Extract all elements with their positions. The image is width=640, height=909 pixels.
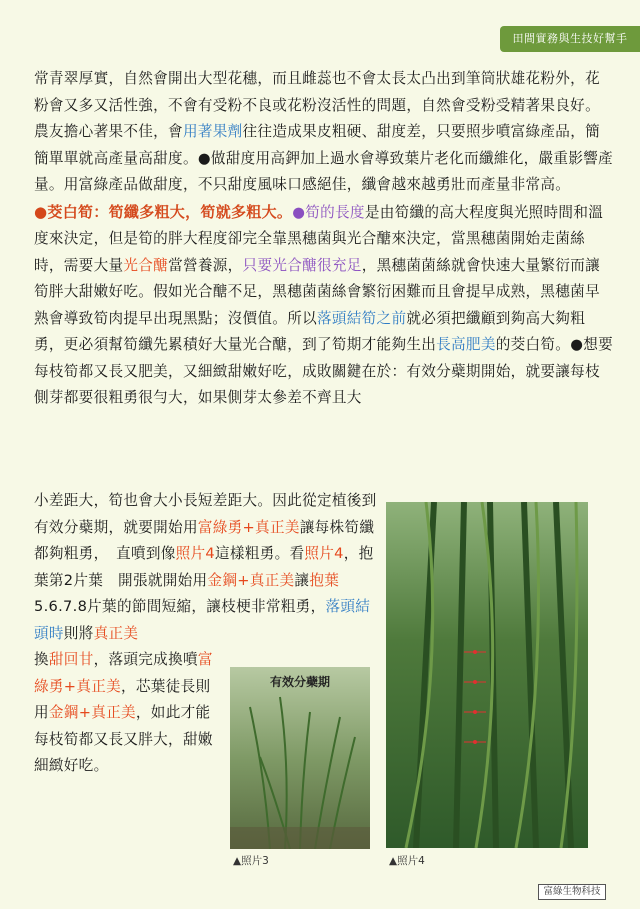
p4-text-a: 換: [34, 651, 49, 668]
photo-3-illustration: [230, 667, 370, 849]
p3-highlight-1: 富綠勇+真正美: [197, 518, 300, 536]
p3-highlight-2: 照片4: [175, 545, 216, 562]
p2-highlight-3: 落頭結筍之前: [316, 309, 407, 327]
p4-text-b: ，落頭完成換噴: [93, 651, 198, 668]
p3-text-b: 讓每株筍纖都夠粗勇， 直噴到像: [34, 518, 375, 562]
photo-3-tillering-stage: [230, 667, 370, 849]
p2-heading: ●茭白筍：筍纖多粗大，筍就多粗大。: [34, 202, 293, 221]
p3-highlight-6: 落頭結頭時: [34, 598, 371, 642]
photo-4-caption: ▲照片4: [389, 855, 425, 867]
photo-4-illustration: [386, 502, 588, 848]
p4-highlight-2: 富綠勇+真正美: [34, 651, 213, 695]
section-tab: 田間實務與生技好幫手: [500, 26, 640, 52]
p1-text-a: 常青翠厚實，自然會開出大型花穗，而且雌蕊也不會太長太凸出到筆筒狀雄花粉外，花粉會又多又活性強，不會有受粉不良或花粉沒活性的問題，自然會受粉受精著果良好。農友擔心著果不佳，會: [34, 70, 600, 140]
p2-text-c: ，黑穗菌菌絲就會快速大量繁衍而讓筍胖大甜嫩好吃。假如光合醣不足，黑穗菌菌絲會繁衍困難而且會提早成熟，黑穗菌早熟會導致筍肉提早出現黑點；沒價值。所以: [34, 256, 601, 327]
paragraph-4: [34, 647, 224, 780]
photo-4-bamboo-stalks: [386, 502, 588, 848]
p3-highlight-5: 抱葉: [309, 571, 340, 589]
p3-text-f: 5.6.7.8片葉的節間短縮，讓枝梗非常粗勇，: [34, 598, 326, 615]
p1-highlight: 用著果劑: [182, 123, 243, 140]
p2-text-a: 是由筍纖的高大程度與光照時間和溫度來決定，但是筍的胖大程度卻完全靠黑穗菌與光合醣來決定，當黑穗菌開始走菌絲時，需要大量: [34, 203, 604, 274]
p2-text-d: 就必須把纖顧到夠高大夠粗勇，更必須幫筍纖先累積好大量光合醣，到了筍期才能夠生出: [34, 309, 586, 353]
paragraph-1: [34, 66, 614, 412]
p2-highlight-2: 只要光合醣很充足: [242, 256, 362, 274]
p1-text-b: 往往造成果皮粗硬、甜度差，只要照步噴富綠產品，簡簡單單就高產量高甜度。●做甜度用高鉀加上過水會導致葉片老化而纖維化，嚴重影響產量。用富綠產品做甜度，不只甜度風味口感絕佳，纖會越來越勇壯而產量非常高。: [34, 123, 613, 193]
p2-highlight-1: 光合醣: [123, 256, 169, 274]
p2-bullet: ●筍的長度: [292, 203, 365, 221]
p2-highlight-4: 長高肥美: [436, 336, 496, 353]
p3-highlight-4: 金鋼+真正美: [207, 571, 295, 589]
p4-highlight-1: 甜回甘: [48, 651, 94, 668]
p3-text-d: ，抱葉第2片葉 開張就開始用: [34, 545, 374, 589]
p3-highlight-3: 照片4: [304, 545, 344, 562]
p2-text-e: 的茭白筍。●想要每枝筍都又長又肥美，又細緻甜嫩好吃，成敗關鍵在於：有效分蘗期開始，就要讓每枝側芽都要很粗勇很勻大，如果側芽太參差不齊且大: [34, 336, 614, 406]
p4-text-c: ，芯葉徒長則用: [34, 677, 211, 721]
p3-text-c: 這樣粗勇。看: [215, 545, 305, 562]
p3-text-g: 則將: [63, 624, 94, 642]
footer-brand: 富綠生物科技: [538, 884, 606, 900]
p3-text-a: 小差距大，筍也會大小長短差距大。因此從定植後到有效分蘗期，就要開始用: [34, 492, 377, 536]
p3-highlight-7: 真正美: [93, 624, 139, 642]
photo-3-caption: ▲照片3: [233, 855, 269, 867]
p4-text-d: ，如此才能每枝筍都又長又胖大，甜嫩細緻好吃。: [34, 704, 213, 774]
paragraph-3: [34, 488, 379, 647]
photo-3-label: 有效分蘗期: [269, 675, 330, 689]
p3-text-e: 讓: [294, 571, 310, 589]
p4-highlight-3: 金鋼+真正美: [48, 704, 136, 721]
p2-text-b: 當營養源，: [168, 256, 243, 274]
